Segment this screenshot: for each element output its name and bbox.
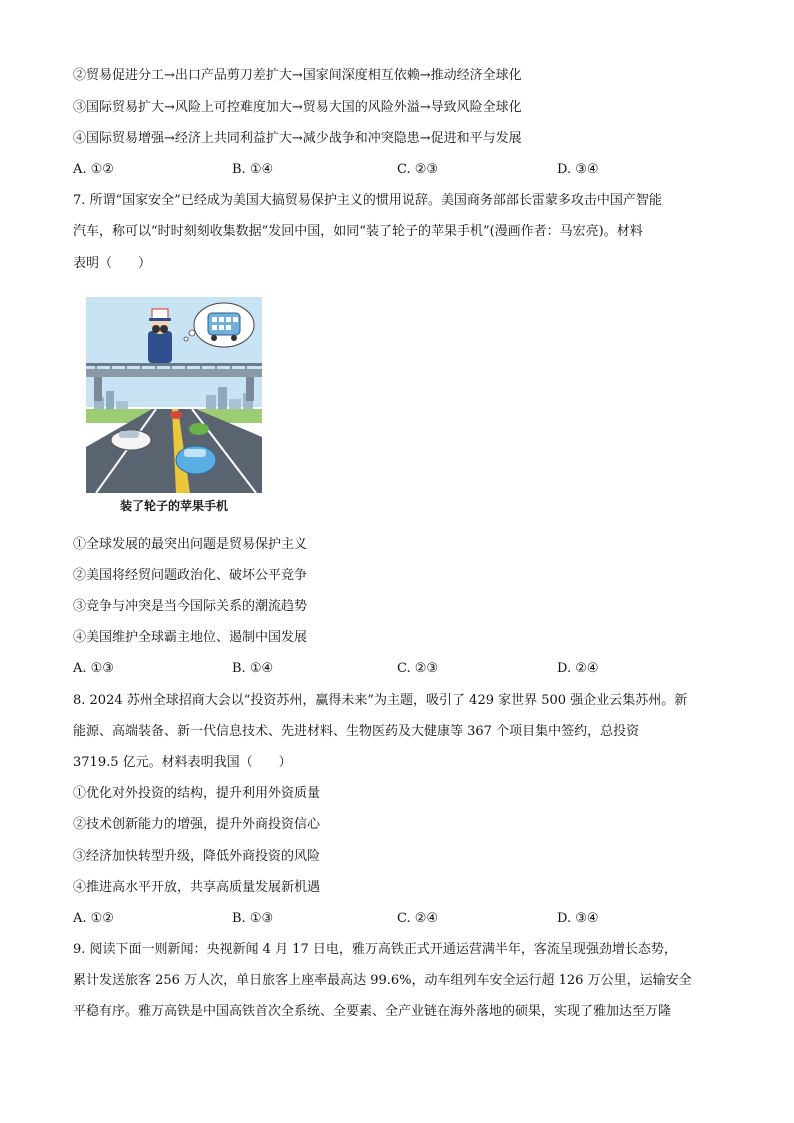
q8-item-4: ④推进高水平开放，共享高质量发展新机遇 (73, 880, 321, 895)
q8-item-3: ③经济加快转型升级，降低外商投资的风险 (73, 849, 321, 864)
q7-stem-line-2: 汽车，称可以“时时刻刻收集数据”发回中国，如同“装了轮子的苹果手机”(漫画作者：马宏亮)。材料 (73, 224, 643, 239)
q8-options (73, 911, 733, 927)
q7-option-c[interactable]: C. ②③ (397, 661, 439, 676)
q7-item-2: ②美国将经贸问题政治化、破坏公平竞争 (73, 568, 308, 583)
q8-item-1: ①优化对外投资的结构，提升利用外资质量 (73, 786, 321, 801)
q6-item-2: ②贸易促进分工→出口产品剪刀差扩大→国家间深度相互依赖→推动经济全球化 (73, 68, 522, 83)
q7-stem-line-3: 表明（ ） (73, 256, 152, 271)
q9-stem-line-3: 平稳有序。雅万高铁是中国高铁首次全系统、全要素、全产业链在海外落地的硕果，实现了雅加达至万隆 (73, 1004, 672, 1019)
q8-stem-line-1: 8. 2024 苏州全球招商大会以“投资苏州，赢得未来”为主题，吸引了 429 家世界 500 强企业云集苏州。新 (73, 693, 688, 708)
q7-item-3: ③竞争与冲突是当今国际关系的潮流趋势 (73, 599, 308, 614)
q7-option-b[interactable]: B. ①④ (232, 661, 274, 676)
q8-stem-line-3: 3719.5 亿元。材料表明我国（ ） (73, 755, 292, 770)
q6-option-b[interactable]: B. ①④ (232, 162, 274, 177)
q6-option-c[interactable]: C. ②③ (397, 162, 439, 177)
q8-option-a[interactable]: A. ①② (73, 911, 114, 926)
q7-option-a[interactable]: A. ①③ (73, 661, 114, 676)
q7-stem-line-1: 7. 所谓“国家安全”已经成为美国大搞贸易保护主义的惯用说辞。美国商务部部长雷蒙多攻击中国产智能 (73, 193, 662, 208)
q7-item-1: ①全球发展的最突出问题是贸易保护主义 (73, 537, 308, 552)
q8-option-d[interactable]: D. ③④ (557, 911, 599, 926)
q7-options (73, 661, 733, 677)
q8-stem-line-2: 能源、高端装备、新一代信息技术、先进材料、生物医药及大健康等 367 个项目集中签约，总投资 (73, 724, 640, 739)
cartoon-image (86, 297, 262, 493)
q9-stem-line-1: 9. 阅读下面一则新闻：央视新闻 4 月 17 日电，雅万高铁正式开通运营满半年，客流呈现强劲增长态势， (73, 942, 677, 957)
q8-option-c[interactable]: C. ②④ (397, 911, 439, 926)
q7-option-d[interactable]: D. ②④ (557, 661, 599, 676)
q6-option-a[interactable]: A. ①② (73, 162, 114, 177)
q9-stem-line-2: 累计发送旅客 256 万人次，单日旅客上座率最高达 99.6%，动车组列车安全运行超 126 万公里，运输安全 (73, 973, 692, 988)
q6-option-d[interactable]: D. ③④ (557, 162, 599, 177)
q8-item-2: ②技术创新能力的增强，提升外商投资信心 (73, 817, 321, 832)
cartoon-caption: 装了轮子的苹果手机 (119, 499, 228, 513)
q6-item-4: ④国际贸易增强→经济上共同利益扩大→减少战争和冲突隐患→促进和平与发展 (73, 131, 522, 146)
q7-item-4: ④美国维护全球霸主地位、遏制中国发展 (73, 630, 308, 645)
q8-option-b[interactable]: B. ①③ (232, 911, 274, 926)
q6-item-3: ③国际贸易扩大→风险上可控难度加大→贸易大国的风险外溢→导致风险全球化 (73, 100, 522, 115)
q6-options (73, 162, 733, 178)
cartoon-illustration (86, 297, 262, 493)
